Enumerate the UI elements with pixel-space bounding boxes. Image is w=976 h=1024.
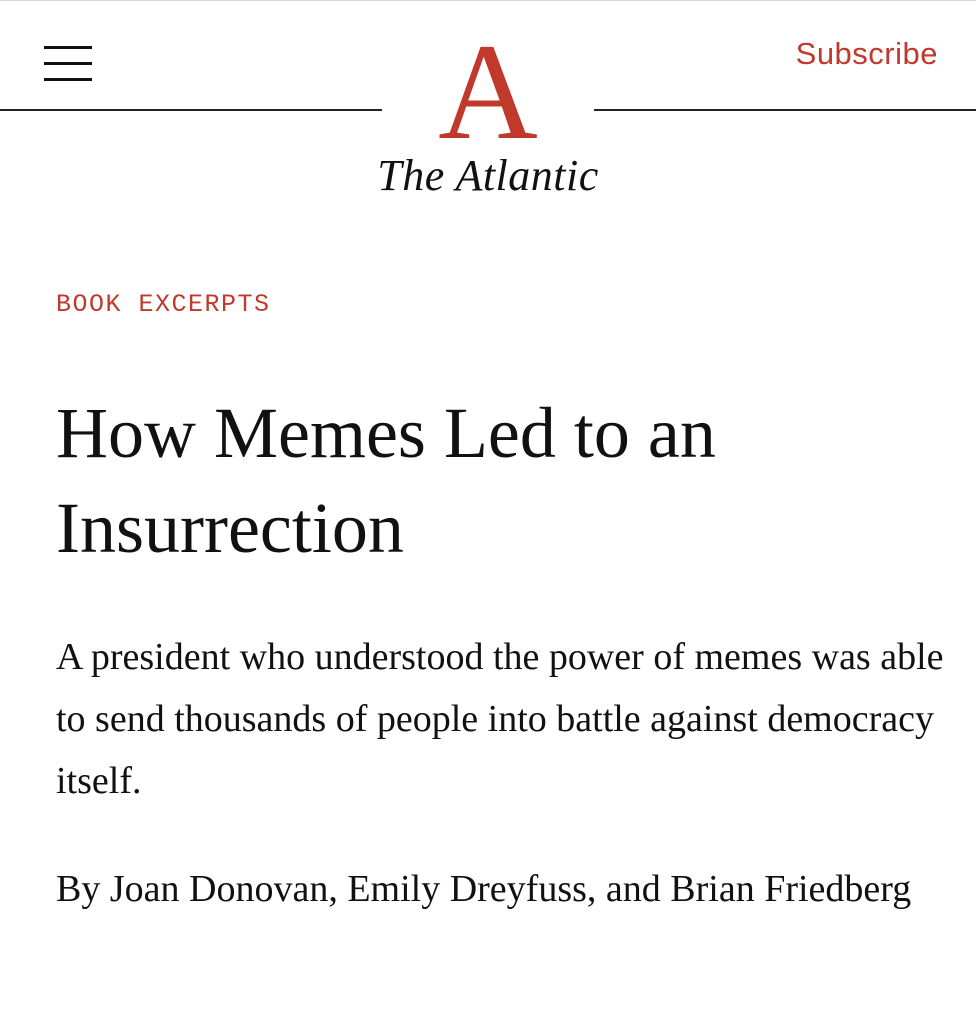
author-link[interactable]: Brian Friedberg: [670, 868, 912, 910]
article-headline: How Memes Led to an Insurrection: [56, 393, 716, 568]
top-border: [0, 0, 976, 1]
byline-separator: , and: [586, 868, 661, 910]
logo-wordmark[interactable]: The Atlantic: [377, 151, 599, 200]
atlantic-logo-icon[interactable]: [438, 36, 538, 142]
author-link[interactable]: Joan Donovan: [109, 868, 329, 910]
menu-bar-top: [44, 46, 92, 49]
logo-letter: A: [438, 36, 538, 142]
header-rule-right: [594, 109, 976, 111]
section-label[interactable]: BOOK EXCERPTS: [56, 290, 271, 319]
menu-bar-bottom: [44, 78, 92, 81]
hamburger-menu-icon[interactable]: [44, 44, 92, 82]
article-byline: [56, 858, 936, 920]
subscribe-link[interactable]: Subscribe: [795, 36, 938, 71]
header-rule-left: [0, 109, 382, 111]
byline-separator: ,: [328, 868, 338, 910]
byline-prefix: By: [56, 868, 101, 910]
author-link[interactable]: Emily Dreyfuss: [347, 868, 587, 910]
menu-bar-middle: [44, 62, 92, 65]
article-dek: A president who understood the power of memes was able to send thousands of people into battle against democracy itself.: [56, 636, 944, 802]
